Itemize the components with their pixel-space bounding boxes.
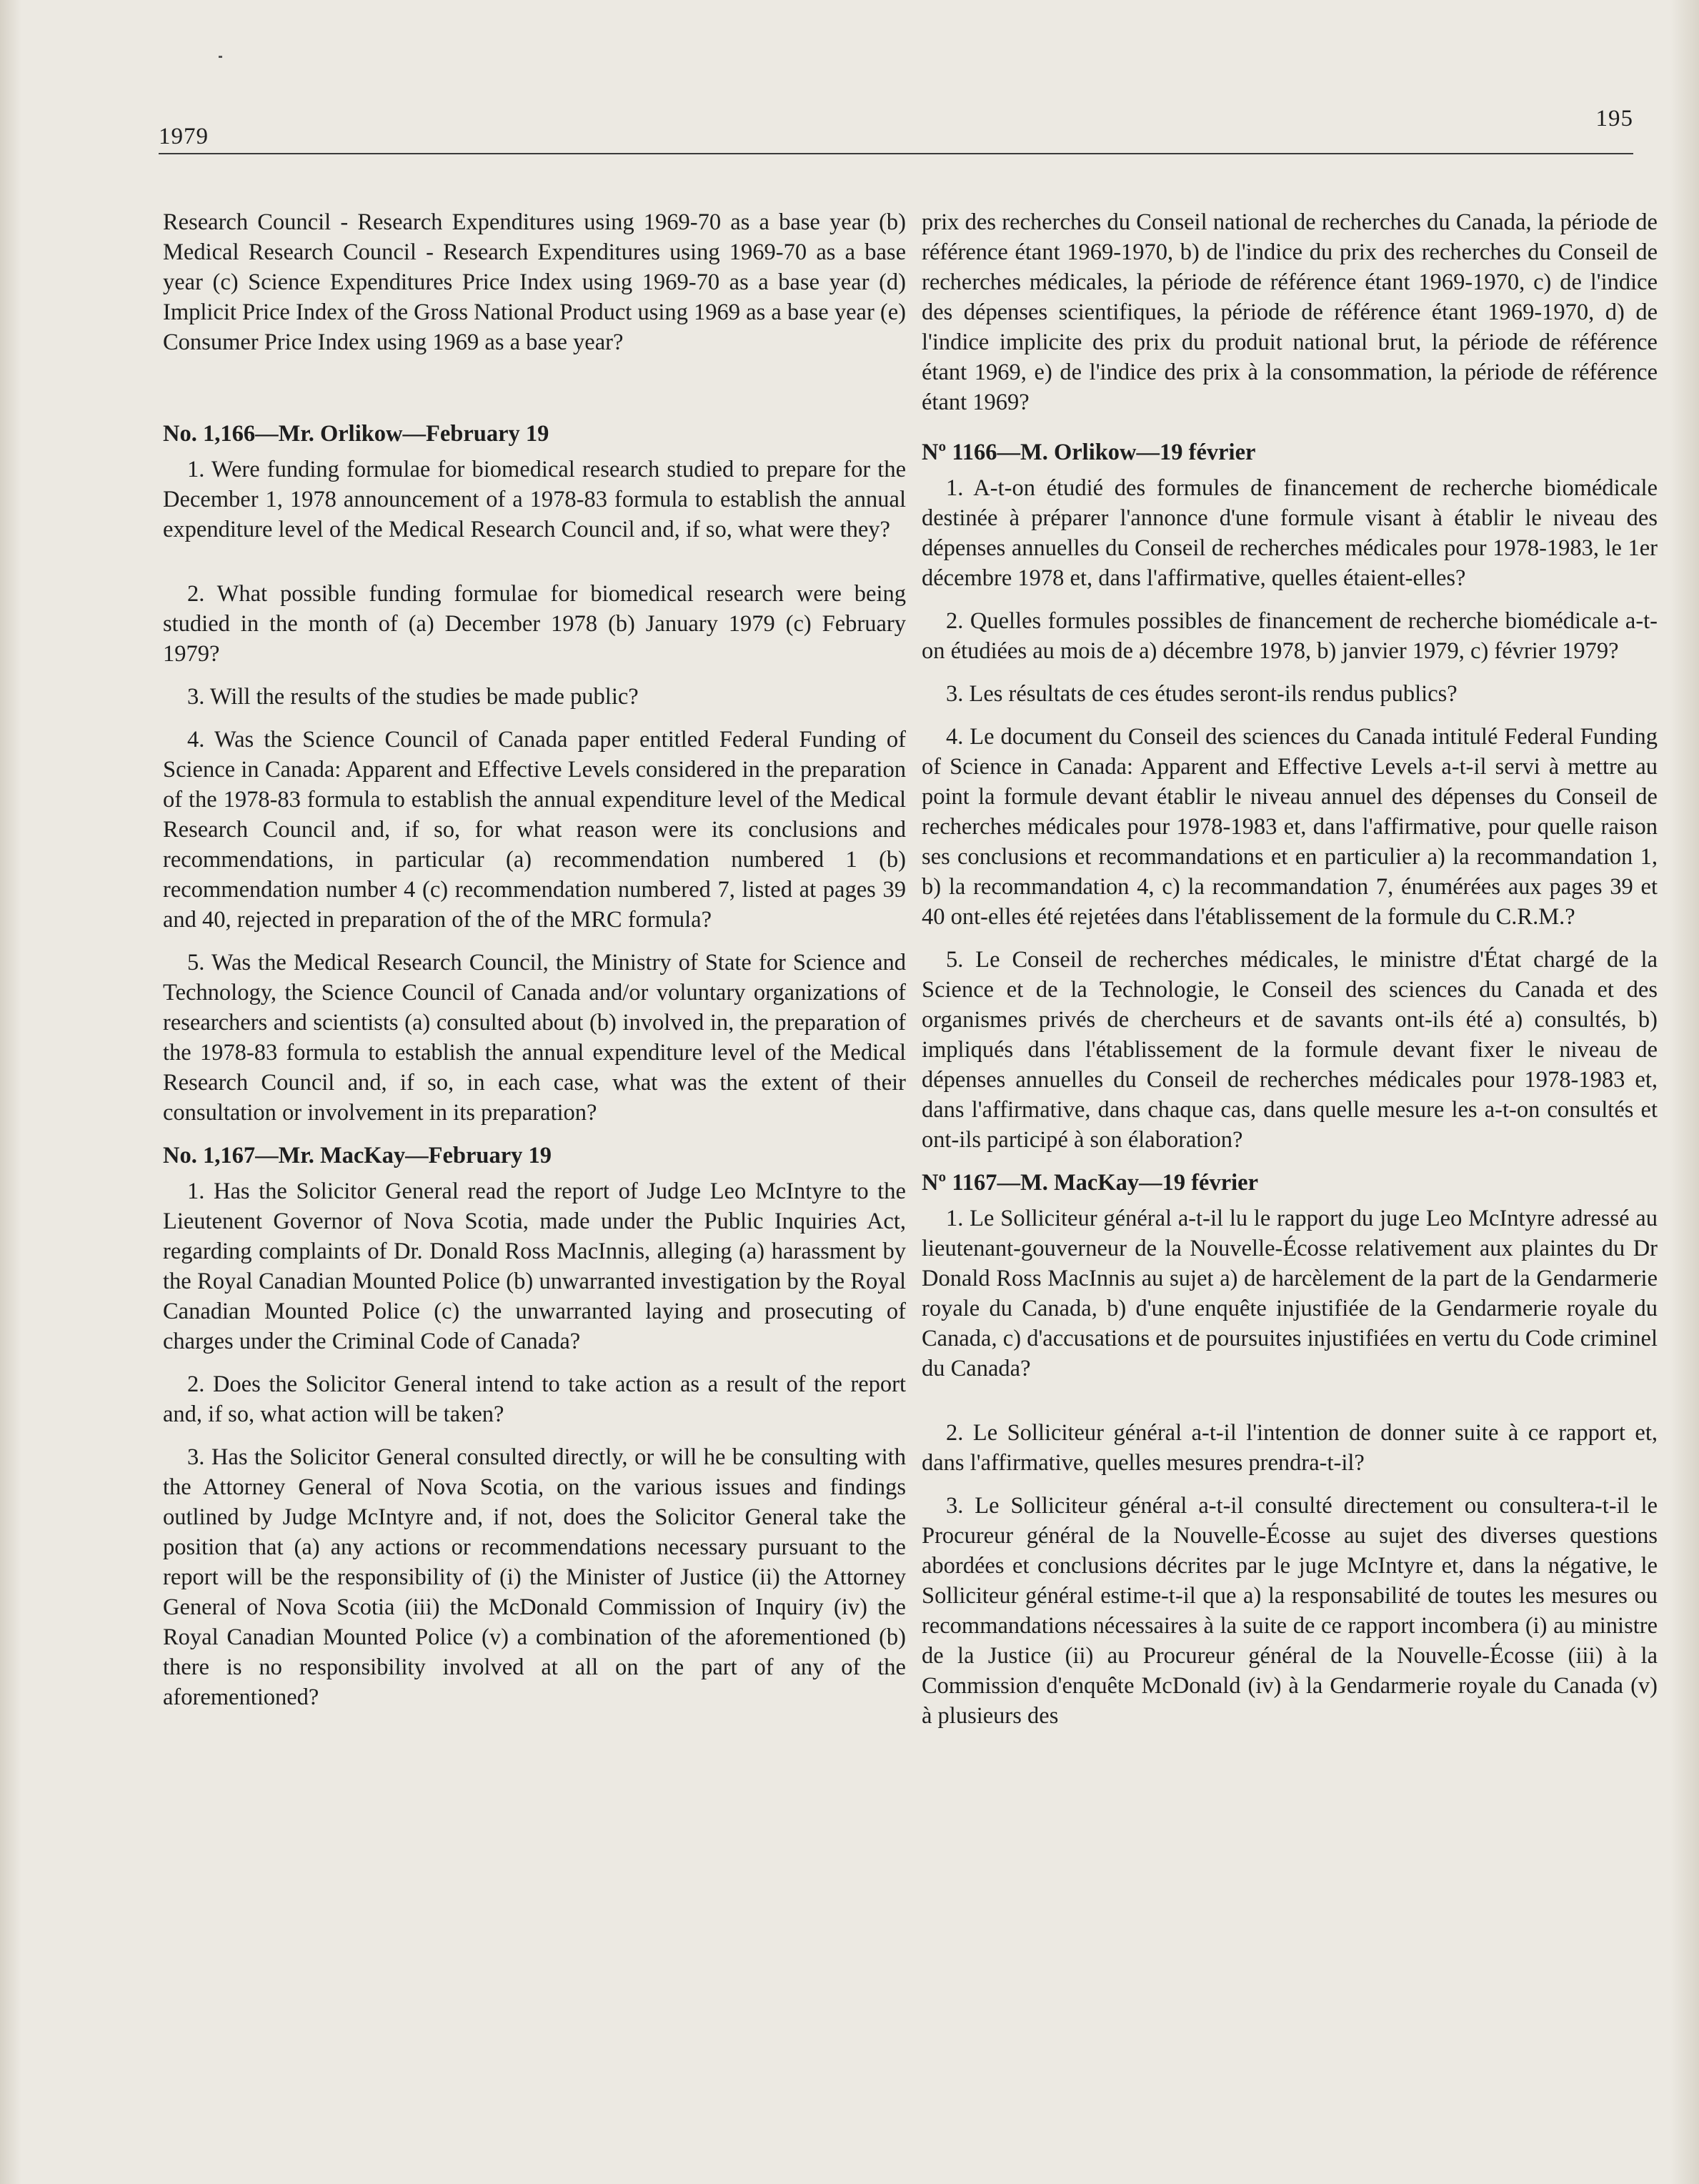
question-1166-part-5: 5. Was the Medical Research Council, the Ministry of State for Science and Technology, the Science Council of Canada and/or voluntary organizations of researchers and scientists (a) consulted about (b) involved in, the preparation of the 1978-83 formula to establish the annual expenditure level of the Medical Research Council and, if so, in each case, what was the extent of their consultation or involvement in its preparation? [163, 950, 906, 1126]
question-1166-part-3-fr: 3. Les résultats de ces études seront-ils rendus publics? [946, 681, 1458, 707]
page-header [159, 107, 1633, 154]
page-gutter-shadow [1670, 0, 1699, 2184]
left-column-english [163, 207, 906, 1725]
question-1166-part-1-fr: 1. A-t-on étudié des formules de financement de recherche biomédicale destinée à préparer l'annonce d'une formule visant à établir le niveau des dépenses annuelles du Conseil de recherches médicales pour 1978-1983, le 1er décembre 1978 et, dans l'affirmative, quelles étaient-elles? [922, 475, 1658, 591]
question-1167-part-3-fr: 3. Le Solliciteur général a-t-il consulté directement ou consultera-t-il le Procureur général de la Nouvelle-Écosse au sujet des diverses questions abordées et conclusions décrites par le juge McIntyre et, dans la négative, le Solliciteur général estime-t-il que a) la responsabilité de toutes les mesures ou recommandations nécessaires à la suite de ce rapport incombera (i) au ministre de la Justice (ii) au Procureur général de la Nouvelle-Écosse (iii) à la Commission d'enquête McDonald (iv) à la Gendarmerie royale du Canada (v) à plusieurs des [922, 1493, 1658, 1729]
scan-speck [219, 56, 222, 58]
question-1167-part-1: 1. Has the Solicitor General read the report of Judge Leo McIntyre to the Lieutenent Governor of Nova Scotia, made under the Public Inquiries Act, regarding complaints of Dr. Donald Ross MacInnis, alleging (a) harassment by the Royal Canadian Mounted Police (b) unwarranted investigation by the Royal Canadian Mounted Police (c) the unwarranted laying and prosecuting of charges under the Criminal Code of Canada? [163, 1178, 906, 1354]
question-heading-1166: No. 1,166—Mr. Orlikow—February 19 [163, 421, 549, 447]
question-1166-part-2: 2. What possible funding formulae for biomedical research were being studied in the month of (a) December 1978 (b) January 1979 (c) February 1979? [163, 581, 906, 667]
continued-question-text: Research Council - Research Expenditures using 1969-70 as a base year (b) Medical Research Council - Research Expenditures using 1969-70 as a base year (c) Science Expenditures Price Index using 1969-70 as a base year (d) Implicit Price Index of the Gross National Product using 1969 as a base year (e) Consumer Price Index using 1969 as a base year? [163, 209, 906, 355]
question-heading-1167: No. 1,167—Mr. MacKay—February 19 [163, 1143, 552, 1168]
question-heading-1166-fr: Nº 1166—M. Orlikow—19 février [922, 440, 1256, 465]
question-1166-part-4-fr: 4. Le document du Conseil des sciences du Canada intitulé Federal Funding of Science in Canada: Apparent and Effective Levels a-t-il servi à mettre au point la formule devant établir le niveau annuel des dépenses du Conseil de recherches médicales pour 1978-1983 et, dans l'affirmative, pour quelle raison ses conclusions et recommandations et en particulier a) la recommandation 1, b) la recommandation 4, c) la recommandation 7, énumérées aux pages 39 et 40 ont-elles été rejetées dans l'établissement de la formule du C.R.M.? [922, 724, 1658, 930]
question-heading-1167-fr: Nº 1167—M. MacKay—19 février [922, 1170, 1259, 1196]
question-1167-part-3: 3. Has the Solicitor General consulted directly, or will he be consulting with the Attorney General of Nova Scotia, on the various issues and findings outlined by Judge McIntyre and, if not, does the Solicitor General take the position that (a) any actions or recommendations necessary pursuant to the report will be the responsibility of (i) the Minister of Justice (ii) the Attorney General of Nova Scotia (iii) the McDonald Commission of Inquiry (iv) the Royal Canadian Mounted Police (v) a combination of the aforementioned (b) there is no responsibility involved at all on the part of any of the aforementioned? [163, 1444, 906, 1710]
continued-question-text-fr: prix des recherches du Conseil national de recherches du Canada, la période de référence étant 1969-1970, b) de l'indice du prix des recherches du Conseil de recherches médicales, la période de référence étant 1969-1970, c) de l'indice des dépenses scientifiques, la période de référence étant 1969-1970, d) de l'indice implicite des prix du produit national brut, la période de référence étant 1969, e) de l'indice des prix à la consommation, la période de référence étant 1969? [922, 209, 1658, 415]
question-1167-part-1-fr: 1. Le Solliciteur général a-t-il lu le rapport du juge Leo McIntyre adressé au lieutenant-gouverneur de la Nouvelle-Écosse relativement aux plaintes du Dr Donald Ross MacInnis au sujet a) de harcèlement de la part de la Gendarmerie royale du Canada, b) d'une enquête injustifiée de la Gendarmerie royale du Canada, c) d'accusations et de poursuites injustifiées en vertu du Code criminel du Canada? [922, 1206, 1658, 1381]
question-1167-part-2-fr: 2. Le Solliciteur général a-t-il l'intention de donner suite à ce rapport et, dans l'affirmative, quelles mesures prendra-t-il? [922, 1420, 1658, 1476]
question-1166-part-2-fr: 2. Quelles formules possibles de financement de recherche biomédicale a-t-on étudiées au mois de a) décembre 1978, b) janvier 1979, c) février 1979? [922, 608, 1658, 664]
header-year: 1979 [159, 124, 209, 149]
right-column-french [922, 207, 1658, 1744]
question-1166-part-3: 3. Will the results of the studies be made public? [187, 684, 639, 710]
question-1166-part-4: 4. Was the Science Council of Canada paper entitled Federal Funding of Science in Canada: Apparent and Effective Levels considered in the preparation of the 1978-83 formula to establish the annual expenditure level of the Medical Research Council and, if so, for what reason were its conclusions and recommendations, in particular (a) recommendation numbered 1 (b) recommendation number 4 (c) recommendation numbered 7, listed at pages 39 and 40, rejected in preparation of the of the MRC formula? [163, 727, 906, 933]
page-edge [0, 0, 21, 2184]
question-1166-part-5-fr: 5. Le Conseil de recherches médicales, le ministre d'État chargé de la Science et de la Technologie, le Conseil des sciences du Canada et des organismes privés de chercheurs et de savants ont-ils été a) consultés, b) impliqués dans l'établissement de la formule devant fixer le niveau de dépenses annuelles du Conseil de recherches médicales pour 1978-1983 et, dans l'affirmative, dans chaque cas, dans quelle mesure les a-t-on consultés et ont-ils participé à son élaboration? [922, 947, 1658, 1153]
question-1167-part-2: 2. Does the Solicitor General intend to take action as a result of the report and, if so, what action will be taken? [163, 1371, 906, 1427]
page-number: 195 [1595, 106, 1633, 131]
question-1166-part-1: 1. Were funding formulae for biomedical research studied to prepare for the December 1, 1978 announcement of a 1978-83 formula to establish the annual expenditure level of the Medical Research Council and, if so, what were they? [163, 457, 906, 542]
